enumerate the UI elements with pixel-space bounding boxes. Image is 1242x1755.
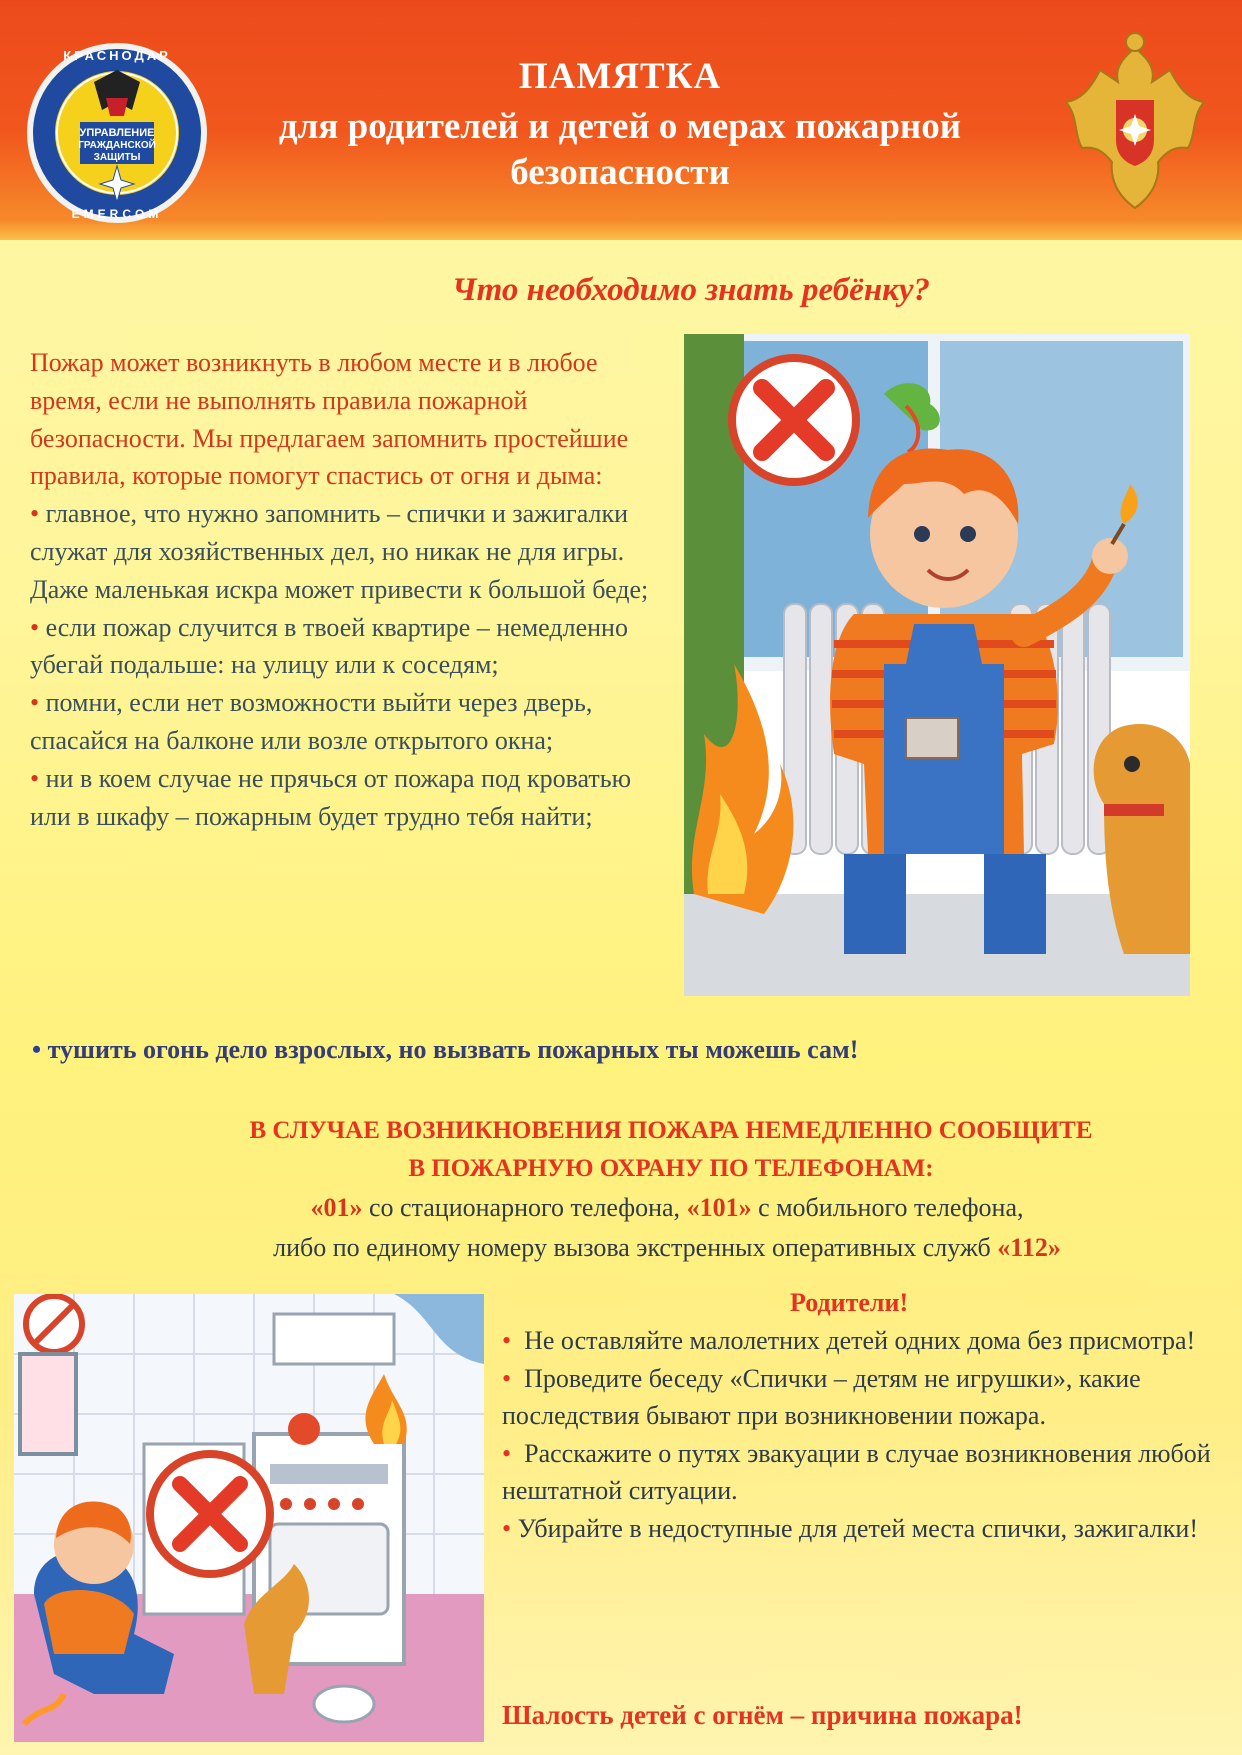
intro-paragraph: Пожар может возникнуть в любом месте и в любое время, если не выполнять правила пожарной безопасности. Мы предлагаем запомнить простейшие правила, которые помогут спастись от огня и дыма: [30,348,629,491]
child-rule-item [30,609,670,685]
parents-heading: Родители! [790,1288,909,1317]
bullet-icon: • [502,1438,525,1468]
bullet-icon: • [30,688,46,718]
parents-advice-list [502,1322,1222,1547]
parents-advice-item [502,1360,1222,1435]
final-rule-text: тушить огонь дело взрослых, но вызвать пожарных ты можешь сам! [47,1035,859,1064]
child-rule-item [30,684,670,760]
bullet-icon: • [30,612,46,642]
phones-text2: с мобильного телефона, [751,1193,1024,1222]
svg-text:КРАСНОДАР: КРАСНОДАР [63,48,171,63]
civil-defense-emblem-icon [24,40,210,226]
child-rule-text: если пожар случится в твоей квартире – немедленно убегай подальше: на улицу или к соседям; [30,612,628,680]
bullet-icon: • [30,499,46,529]
boy-with-match-fire-illustration [684,334,1190,996]
alert-line2: В ПОЖАРНУЮ ОХРАНУ ПО ТЕЛЕФОНАМ: [408,1155,934,1182]
header-banner [0,0,1242,240]
bullet-icon: • [502,1513,518,1543]
phones-line1 [92,1188,1242,1228]
parents-advice-text: Не оставляйте малолетних детей одних дома без присмотра! [524,1326,1196,1355]
child-rules-block [30,344,670,835]
svg-text:ЗАЩИТЫ: ЗАЩИТЫ [93,152,141,163]
phone-number-101: «101» [686,1193,752,1222]
alert-line1: В СЛУЧАЕ ВОЗНИКНОВЕНИЯ ПОЖАРА НЕМЕДЛЕННО СООБЩИТЕ [249,1117,1093,1144]
svg-text:ГРАЖДАНСКОЙ: ГРАЖДАНСКОЙ [78,140,156,151]
bullet-icon: • [30,763,46,793]
parents-advice-text: Проведите беседу «Спички – детям не игрушки», какие последствия бывают при возникновении пожара. [502,1363,1141,1430]
svg-text:EMERCOM: EMERCOM [71,207,163,221]
bullet-icon: • [32,1035,48,1064]
phone-number-112: «112» [997,1233,1061,1262]
bullet-icon: • [502,1326,525,1355]
emergency-phones [0,1188,1242,1268]
parents-advice-item [502,1510,1222,1548]
child-rule-item [30,495,670,608]
child-rule-text: ни в коем случае не прячься от пожара под кроватью или в шкафу – пожарным будет трудно тебя найти; [30,763,632,831]
phones-line2 [92,1228,1242,1268]
leaflet-title: ПАМЯТКА [518,56,722,97]
parents-advice-item [502,1435,1222,1510]
final-rule [32,1035,1212,1065]
parents-advice-text: Убирайте в недоступные для детей места спички, зажигалки! [517,1513,1198,1543]
parents-advice-text: Расскажите о путях эвакуации в случае возникновения любой нештатной ситуации. [502,1438,1211,1505]
emercom-eagle-emblem-icon [1060,30,1210,220]
svg-text:УПРАВЛЕНИЕ: УПРАВЛЕНИЕ [79,127,155,139]
leaflet-subtitle-line2: безопасности [510,152,730,193]
leaflet-subtitle-line1: для родителей и детей о мерах пожарной [278,106,962,147]
bullet-icon: • [502,1363,525,1393]
phones-text3: либо по единому номеру вызова экстренных оперативных служб [273,1233,998,1262]
child-rule-text: главное, что нужно запомнить – спички и зажигалки служат для хозяйственных дел, но никак не для игры. Даже маленькая искра может привести к большой беде; [30,499,649,604]
phone-number-01: «01» [310,1193,363,1222]
kitchen-stove-fire-illustration [14,1294,484,1742]
parents-advice-item [502,1322,1222,1360]
emergency-alert [0,1112,1242,1188]
section-heading: Что необходимо знать ребёнку? [451,272,931,308]
child-rule-text: помни, если нет возможности выйти через дверь, спасайся на балконе или возле открытого окна; [30,688,593,755]
child-rule-item [30,760,670,836]
footer-motto: Шалость детей с огнём – причина пожара! [502,1700,1023,1730]
phones-text1: со стационарного телефона, [362,1193,687,1222]
